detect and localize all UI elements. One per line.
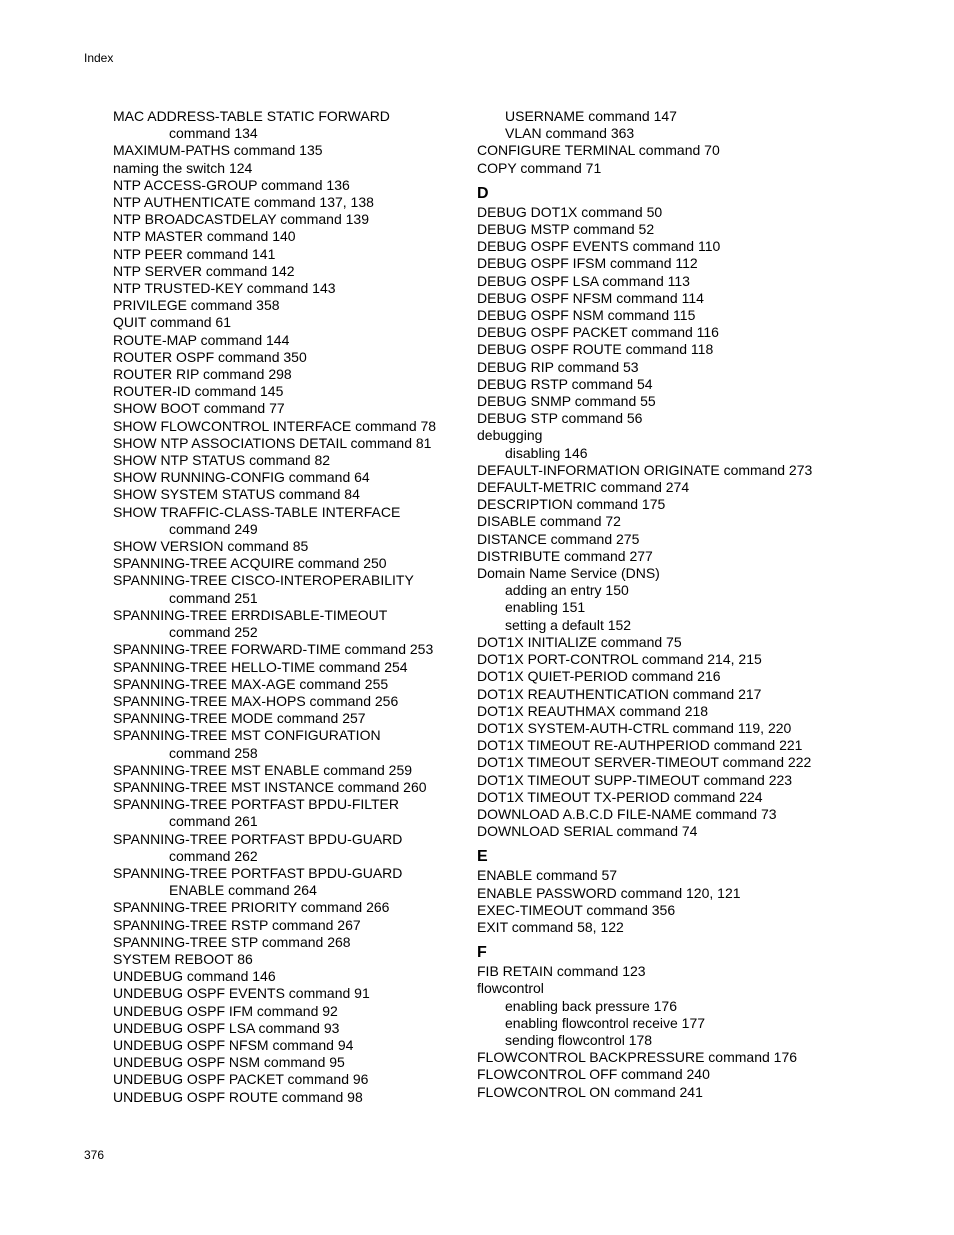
- index-entry: ENABLE command 57: [477, 867, 618, 884]
- index-entry: SPANNING-TREE MST INSTANCE command 260: [113, 778, 427, 795]
- index-entry: SPANNING-TREE PORTFAST BPDU-FILTER: [113, 796, 400, 813]
- index-entry: SPANNING-TREE ACQUIRE command 250: [113, 555, 387, 572]
- index-entry: DEBUG OSPF IFSM command 112: [477, 255, 698, 272]
- index-letter-heading: F: [477, 944, 487, 962]
- index-entry: DEBUG OSPF NSM command 115: [477, 307, 696, 324]
- index-entry: UNDEBUG OSPF NSM command 95: [113, 1054, 345, 1071]
- index-entry-continuation: command 249: [169, 520, 258, 537]
- index-entry: UNDEBUG OSPF LSA command 93: [113, 1019, 340, 1036]
- index-entry: DEFAULT-INFORMATION ORIGINATE command 273: [477, 461, 813, 478]
- index-entry: ENABLE PASSWORD command 120, 121: [477, 884, 741, 901]
- index-entry-continuation: command 261: [169, 813, 258, 830]
- index-subentry: adding an entry 150: [505, 582, 629, 599]
- index-entry: FLOWCONTROL OFF command 240: [477, 1066, 710, 1083]
- index-subentry: disabling 146: [505, 444, 588, 461]
- index-entry: SPANNING-TREE PORTFAST BPDU-GUARD: [113, 830, 403, 847]
- index-entry: SPANNING-TREE FORWARD-TIME command 253: [113, 641, 434, 658]
- index-entry: DOT1X TIMEOUT RE-AUTHPERIOD command 221: [477, 737, 803, 754]
- index-entry: DOT1X PORT-CONTROL command 214, 215: [477, 651, 762, 668]
- index-entry: UNDEBUG OSPF ROUTE command 98: [113, 1088, 363, 1105]
- index-entry: DOT1X TIMEOUT TX-PERIOD command 224: [477, 788, 763, 805]
- index-subentry: USERNAME command 147: [505, 108, 677, 124]
- index-entry: NTP BROADCASTDELAY command 139: [113, 211, 369, 228]
- index-entry: UNDEBUG OSPF IFM command 92: [113, 1002, 338, 1019]
- index-entry: SHOW NTP ASSOCIATIONS DETAIL command 81: [113, 434, 432, 451]
- index-entry: NTP TRUSTED-KEY command 143: [113, 280, 336, 297]
- index-column-right: [477, 108, 897, 1101]
- index-entry-continuation: command 258: [169, 744, 258, 761]
- index-entry: SPANNING-TREE PORTFAST BPDU-GUARD: [113, 864, 403, 881]
- index-entry: DEBUG OSPF LSA command 113: [477, 272, 690, 289]
- index-entry: EXEC-TIMEOUT command 356: [477, 901, 676, 918]
- index-letter-heading: D: [477, 184, 489, 202]
- index-entry: DOT1X TIMEOUT SERVER-TIMEOUT command 222: [477, 754, 812, 771]
- index-entry: CONFIGURE TERMINAL command 70: [477, 142, 720, 159]
- index-entry: SHOW FLOWCONTROL INTERFACE command 78: [113, 417, 437, 434]
- index-entry: DEBUG OSPF PACKET command 116: [477, 324, 719, 341]
- index-entry: FLOWCONTROL BACKPRESSURE command 176: [477, 1049, 798, 1066]
- index-entry: SPANNING-TREE CISCO-INTEROPERABILITY: [113, 572, 414, 589]
- index-column-left: [113, 108, 463, 1106]
- index-entry: naming the switch 124: [113, 159, 253, 176]
- index-entry: SPANNING-TREE RSTP command 267: [113, 916, 361, 933]
- index-entry: SYSTEM REBOOT 86: [113, 950, 253, 967]
- index-entry-continuation: command 262: [169, 847, 258, 864]
- index-entry: DISTANCE command 275: [477, 530, 640, 547]
- index-entry-continuation: ENABLE command 264: [169, 882, 317, 899]
- index-entry: DOT1X INITIALIZE command 75: [477, 633, 682, 650]
- index-entry: DEBUG DOT1X command 50: [477, 203, 663, 220]
- index-entry: UNDEBUG OSPF EVENTS command 91: [113, 985, 370, 1002]
- index-subentry: VLAN command 363: [505, 125, 635, 142]
- index-entry: DEBUG RSTP command 54: [477, 375, 653, 392]
- index-entry: ROUTER RIP command 298: [113, 366, 292, 383]
- index-entry: DESCRIPTION command 175: [477, 496, 666, 513]
- index-entry: DEBUG OSPF ROUTE command 118: [477, 341, 714, 358]
- index-subentry: enabling back pressure 176: [505, 997, 678, 1014]
- index-entry: NTP PEER command 141: [113, 245, 276, 262]
- index-subentry: enabling 151: [505, 599, 586, 616]
- page-number: 376: [84, 1148, 105, 1162]
- index-entry: DEBUG SNMP command 55: [477, 393, 656, 410]
- index-entry: DEBUG MSTP command 52: [477, 221, 655, 238]
- index-entry: MAXIMUM-PATHS command 135: [113, 142, 323, 159]
- index-entry: SPANNING-TREE MAX-AGE command 255: [113, 675, 389, 692]
- running-head: Index: [84, 51, 114, 65]
- index-entry: FLOWCONTROL ON command 241: [477, 1083, 703, 1100]
- index-entry: DOT1X REAUTHMAX command 218: [477, 702, 709, 719]
- index-entry: SPANNING-TREE MAX-HOPS command 256: [113, 692, 399, 709]
- index-entry: DISABLE command 72: [477, 513, 621, 530]
- index-entry: DOWNLOAD SERIAL command 74: [477, 823, 698, 840]
- index-entry: DOWNLOAD A.B.C.D FILE-NAME command 73: [477, 805, 777, 822]
- index-entry: SHOW NTP STATUS command 82: [113, 452, 331, 469]
- index-subentry: setting a default 152: [505, 616, 632, 633]
- index-entry: NTP MASTER command 140: [113, 228, 296, 245]
- index-entry: SHOW RUNNING-CONFIG command 64: [113, 469, 370, 486]
- index-subentry: enabling flowcontrol receive 177: [505, 1014, 706, 1031]
- index-entry: FIB RETAIN command 123: [477, 963, 646, 980]
- index-entry: UNDEBUG OSPF NFSM command 94: [113, 1036, 354, 1053]
- index-entry: SHOW SYSTEM STATUS command 84: [113, 486, 360, 503]
- index-entry: SPANNING-TREE HELLO-TIME command 254: [113, 658, 408, 675]
- index-entry: MAC ADDRESS-TABLE STATIC FORWARD: [113, 108, 390, 124]
- index-entry: DEFAULT-METRIC command 274: [477, 479, 690, 496]
- index-entry: COPY command 71: [477, 159, 602, 176]
- index-entry: NTP ACCESS-GROUP command 136: [113, 176, 350, 193]
- index-entry: SPANNING-TREE MST CONFIGURATION: [113, 727, 381, 744]
- index-entry: DOT1X SYSTEM-AUTH-CTRL command 119, 220: [477, 719, 792, 736]
- index-entry-continuation: command 252: [169, 624, 258, 641]
- index-entry-continuation: command 134: [169, 125, 258, 142]
- index-entry: SHOW BOOT command 77: [113, 400, 285, 417]
- index-entry: ROUTER OSPF command 350: [113, 348, 307, 365]
- index-entry: DEBUG STP command 56: [477, 410, 643, 427]
- index-entry: SPANNING-TREE STP command 268: [113, 933, 351, 950]
- index-entry: NTP SERVER command 142: [113, 262, 295, 279]
- index-entry: ROUTE-MAP command 144: [113, 331, 290, 348]
- index-entry: DOT1X TIMEOUT SUPP-TIMEOUT command 223: [477, 771, 793, 788]
- index-entry: DEBUG RIP command 53: [477, 358, 639, 375]
- index-entry: SHOW VERSION command 85: [113, 538, 309, 555]
- index-letter-heading: E: [477, 848, 488, 866]
- index-entry-continuation: command 251: [169, 589, 258, 606]
- index-entry: ROUTER-ID command 145: [113, 383, 284, 400]
- index-entry: SPANNING-TREE PRIORITY command 266: [113, 899, 390, 916]
- index-subentry: sending flowcontrol 178: [505, 1031, 653, 1048]
- index-entry: EXIT command 58, 122: [477, 918, 624, 935]
- index-entry: SPANNING-TREE MODE command 257: [113, 710, 366, 727]
- index-entry: DISTRIBUTE command 277: [477, 547, 653, 564]
- index-entry: SPANNING-TREE MST ENABLE command 259: [113, 761, 413, 778]
- index-entry: flowcontrol: [477, 980, 544, 997]
- index-entry: DEBUG OSPF EVENTS command 110: [477, 238, 721, 255]
- index-entry: Domain Name Service (DNS): [477, 565, 660, 582]
- index-entry: DOT1X QUIET-PERIOD command 216: [477, 668, 721, 685]
- index-entry: SPANNING-TREE ERRDISABLE-TIMEOUT: [113, 606, 388, 623]
- index-entry: DOT1X REAUTHENTICATION command 217: [477, 685, 762, 702]
- index-entry: QUIT command 61: [113, 314, 232, 331]
- index-entry: UNDEBUG command 146: [113, 968, 276, 985]
- index-entry: UNDEBUG OSPF PACKET command 96: [113, 1071, 369, 1088]
- index-entry: DEBUG OSPF NFSM command 114: [477, 289, 704, 306]
- index-entry: SHOW TRAFFIC-CLASS-TABLE INTERFACE: [113, 503, 401, 520]
- index-entry: PRIVILEGE command 358: [113, 297, 280, 314]
- index-entry: debugging: [477, 427, 543, 444]
- index-entry: NTP AUTHENTICATE command 137, 138: [113, 194, 374, 211]
